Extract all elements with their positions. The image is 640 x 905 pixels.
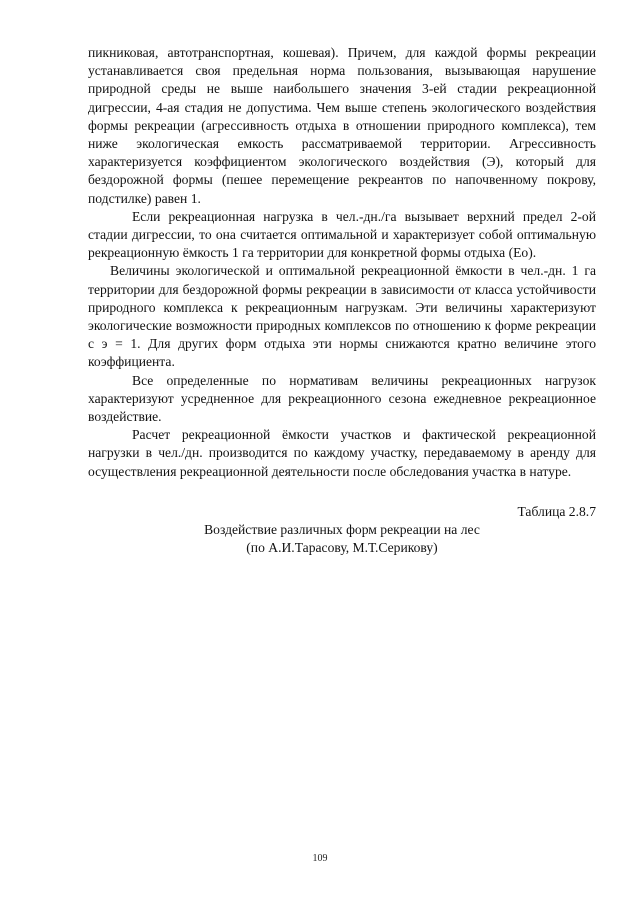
paragraph-optimal-capacity: Если рекреационная нагрузка в чел.-дн./га вызывает верхний предел 2-ой стадии дигрессии, то она считается оптимальной и характеризует собой оптимальную рекреационную ёмкость 1 га территории для конкретной формы отдыха (Ео). [88,208,596,261]
table-title-line-2: (по А.И.Тарасову, М.Т.Серикову) [246,540,438,556]
paragraph-normative-loads: Все определенные по нормативам величины рекреационных нагрузок характеризуют усредненное для рекреационного сезона ежедневное рекреационное воздействие. [88,372,596,425]
page-number: 109 [312,853,328,864]
table-caption: Таблица 2.8.7 [517,503,596,519]
paragraph-capacity-values: Величины экологической и оптимальной рекреационной ёмкости в чел.-дн. 1 га территории для бездорожной формы рекреации в зависимости от класса устойчивости природного комплекса к рекреационным нагрузкам. Эти величины характеризуют экологические возможности природных комплексов по отношению к форме рекреации с э = 1. Для других форм отдыха эти нормы снижаются кратно величине этого коэффициента. [88,263,596,370]
paragraph-capacity-calculation: Расчет рекреационной ёмкости участков и фактической рекреационной нагрузки в чел./дн. производится по каждому участку, передаваемому в аренду для осуществления рекреационной деятельности после обследования участка в натуре. [88,427,596,479]
table-title-line-1: Воздействие различных форм рекреации на лес [204,522,480,538]
document-page [88,44,596,557]
paragraph-recreation-forms: пикниковая, автотранспортная, кошевая). Причем, для каждой формы рекреации устанавливается своя предельная норма пользования, вызывающая нарушение природной среды не выше наибольшего значения 3-ей стадии рекреационной дигрессии, 4-ая стадия не допустима. Чем выше степень экологического воздействия формы рекреации (агрессивность отдыха в отношении природного комплекса), тем ниже экологическая емкость рассматриваемой территории. Агрессивность характеризуется коэффициентом экологического воздействия (Э), который для бездорожной формы (пешее перемещение рекреантов по напочвенному покрову, подстилке) равен 1. [88,45,596,206]
